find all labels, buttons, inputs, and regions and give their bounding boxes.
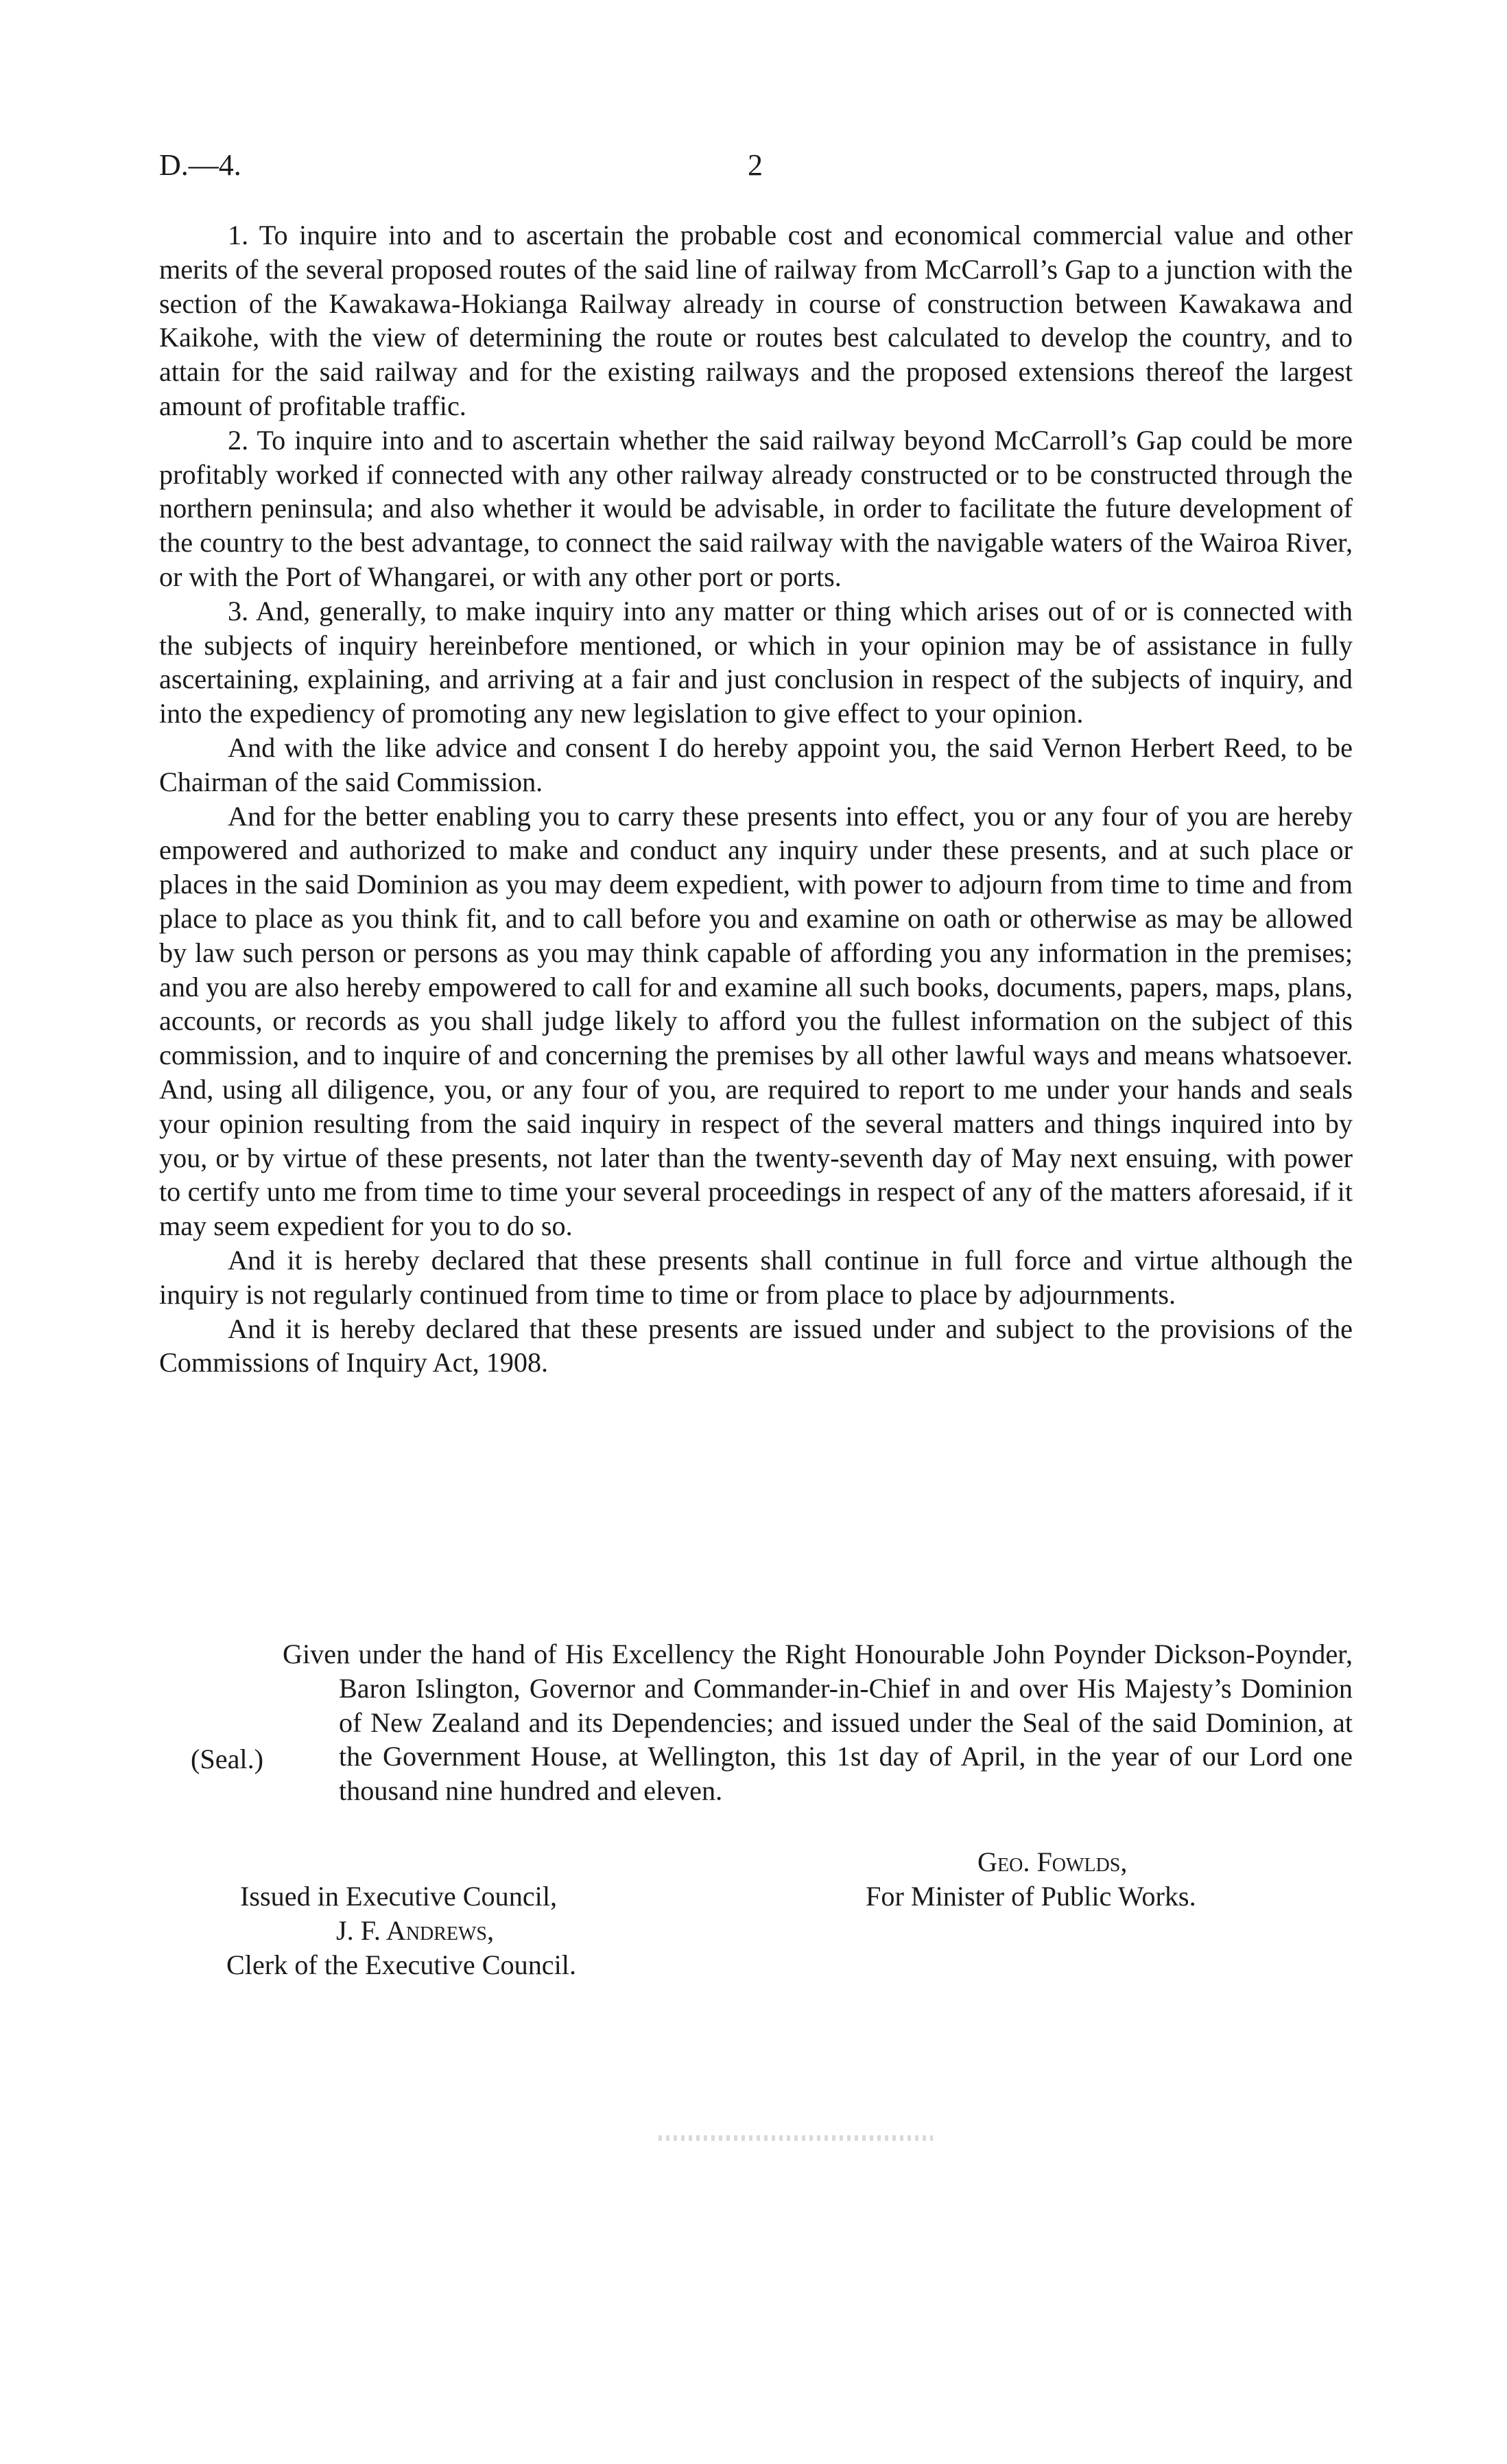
paragraph-1: 1. To inquire into and to ascertain the probable cost and economical commercial value and other merits of the several proposed routes of the said line of railway from McCarroll’s Gap to a junction with the section of the Kawakawa-Hokianga Railway already in course of construction between Kawakawa and Kaikohe, with the view of determining the route or routes best calculated to develop the country, and to attain for the said railway and for the existing railways and the proposed extensions thereof the largest amount of profitable traffic. [159,220,1353,421]
paragraph-powers: And for the better enabling you to carry these presents into effect, you or any four of you are hereby empowered and authorized to make and conduct any inquiry under these presents, and at such place or places in the said Dominion as you may deem expedient, with power to adjourn from time to time and from place to place as you think fit, and to call before you and examine on oath or otherwise as may be allowed by law such person or persons as you may think capable of affording you any information in the premises; and you are also hereby empowered to call for and examine all such books, documents, papers, maps, plans, accounts, or records as you shall judge likely to afford you the fullest information on the subject of this commission, and to inquire of and concerning the premises by all other lawful ways and means whatsoever. And, using all diligence, you, or any four of you, are required to report to me under your hands and seals your opinion resulting from the said inquiry in respect of the several matters and things inquired into by you, or by virtue of these presents, not later than the twenty-seventh day of May next ensuing, with power to certify unto me from time to time your several proceedings in respect of any of the matters aforesaid, if it may seem expedient for you to do so. [159,800,1353,1242]
paragraph-act: And it is hereby declared that these presents are issued under and subject to the provisions of the Commissions of Inquiry Act, 1908. [159,1313,1353,1378]
paragraph-2: 2. To inquire into and to ascertain whether the said railway beyond McCarroll’s Gap could be more profitably worked if connected with any other railway already constructed or to be constructed through the northern peninsula; and also whether it would be advisable, in order to facilitate the future development of the country to the best advantage, to connect the said railway with the navigable waters of the Wairoa River, or with the Port of Whangarei, or with any other port or ports. [159,424,1353,592]
paragraph-chairman: And with the like advice and consent I do hereby appoint you, the said Vernon Herbert Reed, to be Chairman of the said Commission. [159,731,1353,797]
signatory-role: For Minister of Public Works. [866,1881,1196,1912]
print-smudge [658,2135,933,2141]
seal-label: (Seal.) [191,1744,264,1774]
issued-line: Issued in Executive Council, [240,1881,558,1912]
page-number: 2 [748,148,763,182]
commission-body [159,218,1353,1380]
paragraph-3: 3. And, generally, to make inquiry into any matter or thing which arises out of or is connected with the subjects of inquiry hereinbefore mentioned, or which in your opinion may be of assistance in fully ascertaining, explaining, and arriving at a fair and just conclusion in respect of the subjects of inquiry, and into the expediency of promoting any new legislation to give effect to your opinion. [159,595,1353,729]
page-header [159,148,1353,189]
signatory-name: Geo. Fowlds, [977,1846,1128,1877]
clerk-name: J. F. Andrews, [336,1915,495,1946]
given-clause: Given under the hand of His Excellency the Right Honourable John Poynder Dickson-Poynder, Baron Islington, Governor and Commander-in-Chief in and over His Majesty’s Dominion of New Zealand and its Dependencies; and issued under the Seal of the said Dominion, at the Government House, at Wellington, this 1st day of April, in the year of our Lord one thousand nine hundred and eleven. [283,1639,1353,1807]
paragraph-continuance: And it is hereby declared that these presents shall continue in full force and virtue although the inquiry is not regularly continued from time to time or from place to place by adjournments. [159,1244,1353,1310]
document-reference: D.—4. [159,148,241,182]
clerk-role: Clerk of the Executive Council. [226,1949,577,1980]
